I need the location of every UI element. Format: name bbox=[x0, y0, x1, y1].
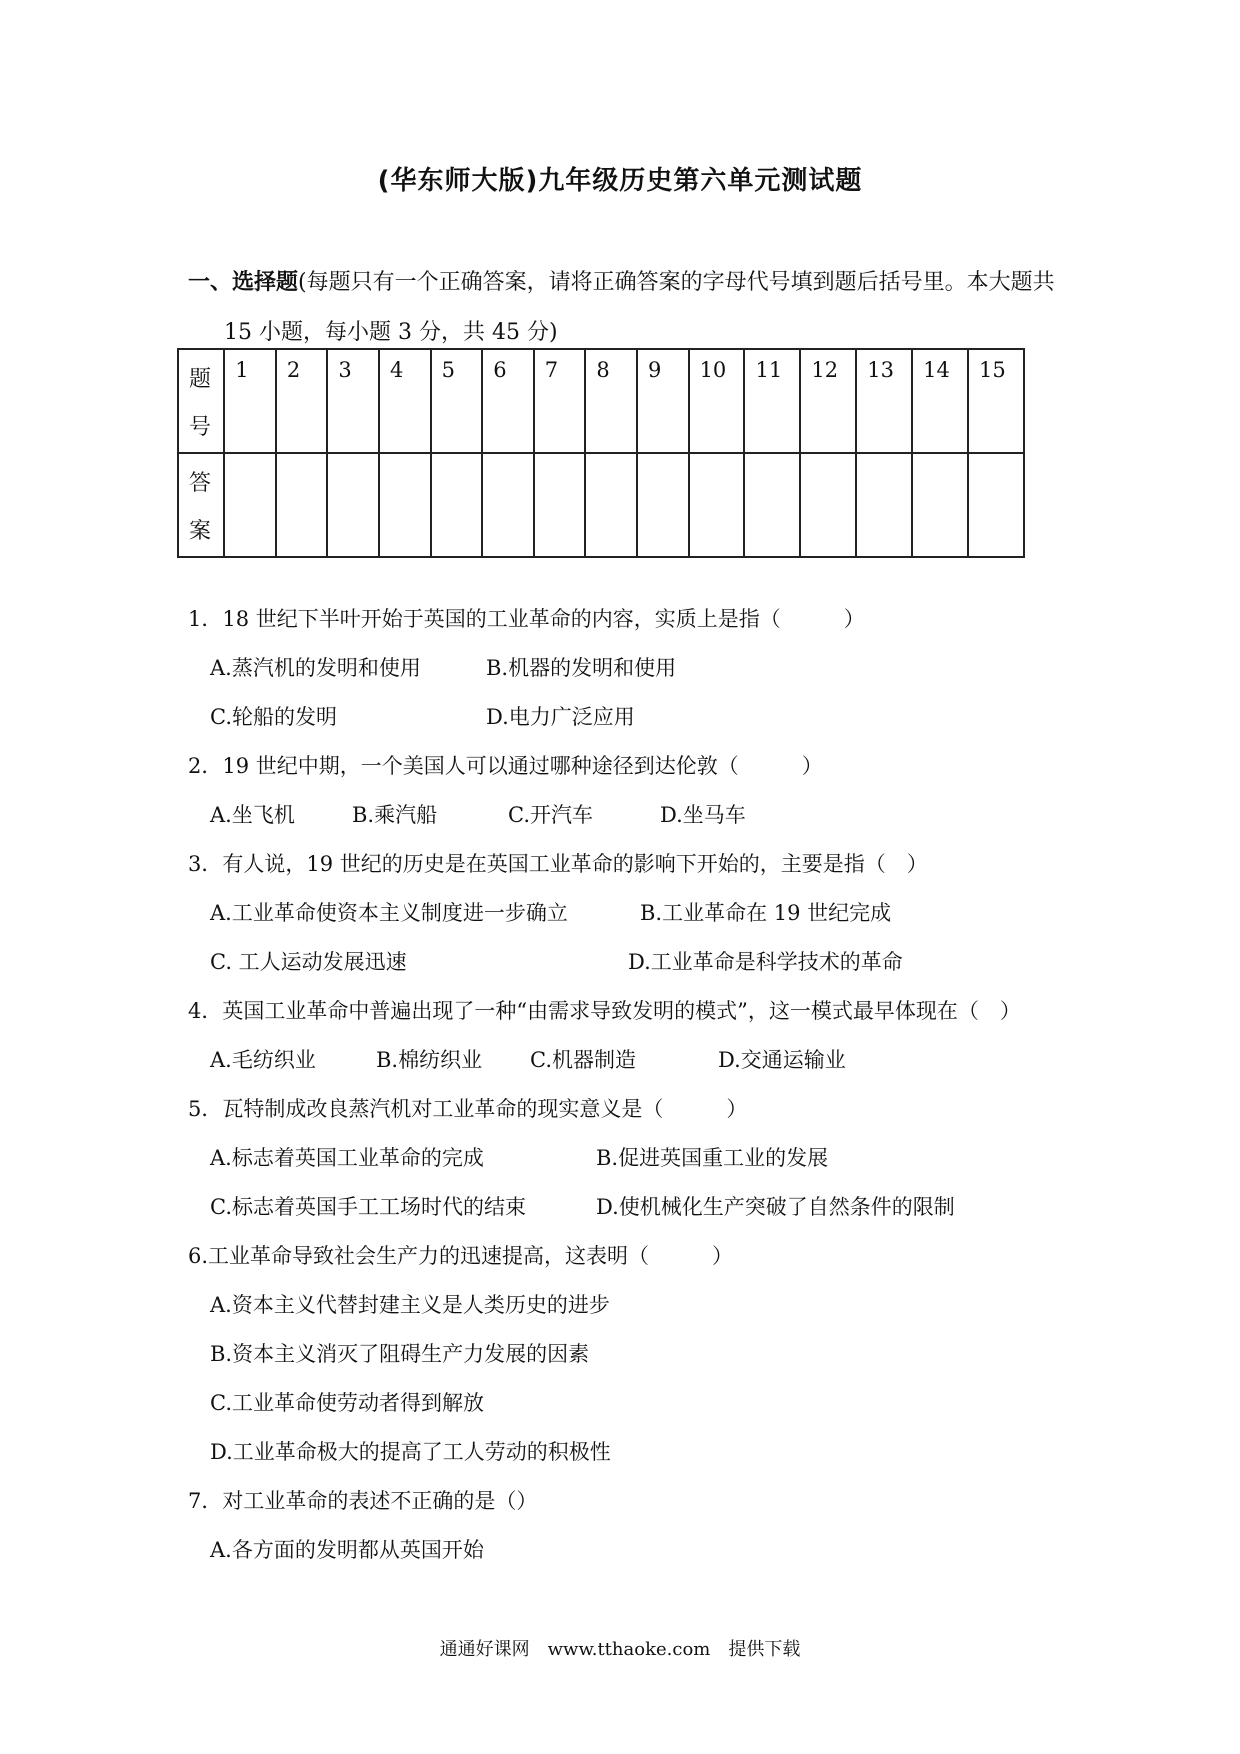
question-2-option-d: D.坐马车 bbox=[660, 803, 746, 827]
question-7-option-a: A.各方面的发明都从英国开始 bbox=[210, 1538, 484, 1562]
answer-cell[interactable] bbox=[637, 453, 689, 557]
question-number-cell: 4 bbox=[379, 349, 431, 453]
answer-cell[interactable] bbox=[379, 453, 431, 557]
question-number-cell: 10 bbox=[689, 349, 745, 453]
question-2-option-b: B.乘汽船 bbox=[352, 803, 438, 827]
question-7-stem: 7．对工业革命的表述不正确的是（） bbox=[188, 1489, 538, 1513]
answer-cell[interactable] bbox=[276, 453, 328, 557]
answer-cell[interactable] bbox=[534, 453, 586, 557]
section-description-2: 15 小题，每小题 3 分，共 45 分) bbox=[224, 320, 558, 345]
answer-table-answer-row bbox=[178, 453, 1024, 557]
question-number-cell: 1 bbox=[224, 349, 276, 453]
section-choice-header bbox=[188, 258, 1068, 358]
question-number-cell: 7 bbox=[534, 349, 586, 453]
answer-cell[interactable] bbox=[482, 453, 534, 557]
question-1-option-d: D.电力广泛应用 bbox=[486, 705, 635, 729]
question-3-option-a: A.工业革命使资本主义制度进一步确立 bbox=[210, 901, 568, 925]
question-number-cell: 15 bbox=[968, 349, 1024, 453]
question-3-stem: 3．有人说，19 世纪的历史是在英国工业革命的影响下开始的，主要是指（ ） bbox=[188, 852, 928, 876]
question-1-option-b: B.机器的发明和使用 bbox=[486, 656, 677, 680]
section-description-1: (每题只有一个正确答案，请将正确答案的字母代号填到题后括号里。本大题共 bbox=[298, 270, 1055, 295]
question-6-option-d: D.工业革命极大的提高了工人劳动的积极性 bbox=[210, 1440, 611, 1464]
question-number-cell: 13 bbox=[856, 349, 912, 453]
page-footer: 通通好课网 www.tthaoke.com 提供下载 bbox=[439, 1639, 801, 1660]
section-heading: 一、选择题 bbox=[188, 270, 299, 295]
answer-table bbox=[177, 348, 1025, 558]
answer-table-number-row bbox=[178, 349, 1024, 453]
question-number-cell: 3 bbox=[327, 349, 379, 453]
question-number-cell: 12 bbox=[800, 349, 856, 453]
question-5-option-a: A.标志着英国工业革命的完成 bbox=[210, 1146, 484, 1170]
question-5-option-c: C.标志着英国手工工场时代的结束 bbox=[210, 1195, 526, 1219]
answer-cell[interactable] bbox=[431, 453, 483, 557]
question-5-option-b: B.促进英国重工业的发展 bbox=[596, 1146, 829, 1170]
question-5-option-d: D.使机械化生产突破了自然条件的限制 bbox=[596, 1195, 955, 1219]
question-4-stem: 4．英国工业革命中普遍出现了一种“由需求导致发明的模式”，这一模式最早体现在（ ） bbox=[188, 999, 1021, 1023]
question-number-cell: 9 bbox=[637, 349, 689, 453]
answer-cell[interactable] bbox=[744, 453, 800, 557]
answer-cell[interactable] bbox=[689, 453, 745, 557]
answer-cell[interactable] bbox=[585, 453, 637, 557]
question-2-stem: 2．19 世纪中期，一个美国人可以通过哪种途径到达伦敦（ ） bbox=[188, 754, 823, 778]
question-3-option-d: D.工业革命是科学技术的革命 bbox=[628, 950, 903, 974]
question-1-option-c: C.轮船的发明 bbox=[210, 705, 337, 729]
question-4-option-d: D.交通运输业 bbox=[718, 1048, 846, 1072]
question-6-option-c: C.工业革命使劳动者得到解放 bbox=[210, 1391, 484, 1415]
answer-cell[interactable] bbox=[912, 453, 968, 557]
question-number-cell: 11 bbox=[744, 349, 800, 453]
answer-cell[interactable] bbox=[224, 453, 276, 557]
question-6-option-b: B.资本主义消灭了阻碍生产力发展的因素 bbox=[210, 1342, 590, 1366]
question-4-option-b: B.棉纺织业 bbox=[376, 1048, 483, 1072]
question-number-cell: 5 bbox=[431, 349, 483, 453]
row-label-answer bbox=[178, 453, 224, 557]
answer-cell[interactable] bbox=[800, 453, 856, 557]
row-label-char: 号 bbox=[189, 415, 212, 440]
question-6-stem: 6.工业革命导致社会生产力的迅速提高，这表明（ ） bbox=[188, 1244, 734, 1268]
question-number-cell: 6 bbox=[482, 349, 534, 453]
question-number-cell: 8 bbox=[585, 349, 637, 453]
row-label-number bbox=[178, 349, 224, 453]
question-6-option-a: A.资本主义代替封建主义是人类历史的进步 bbox=[210, 1293, 610, 1317]
question-1-option-a: A.蒸汽机的发明和使用 bbox=[210, 656, 421, 680]
row-label-char: 答 bbox=[189, 471, 212, 496]
answer-cell[interactable] bbox=[856, 453, 912, 557]
section-line-1 bbox=[188, 258, 1068, 308]
question-3-option-c: C. 工人运动发展迅速 bbox=[210, 950, 407, 974]
answer-cell[interactable] bbox=[327, 453, 379, 557]
question-number-cell: 14 bbox=[912, 349, 968, 453]
question-3-option-b: B.工业革命在 19 世纪完成 bbox=[640, 901, 892, 925]
row-label-char: 案 bbox=[189, 519, 212, 544]
question-2-option-c: C.开汽车 bbox=[508, 803, 593, 827]
question-2-option-a: A.坐飞机 bbox=[210, 803, 295, 827]
question-4-option-c: C.机器制造 bbox=[530, 1048, 636, 1072]
question-number-cell: 2 bbox=[276, 349, 328, 453]
question-1-stem: 1．18 世纪下半叶开始于英国的工业革命的内容，实质上是指（ ） bbox=[188, 607, 865, 631]
question-5-stem: 5．瓦特制成改良蒸汽机对工业革命的现实意义是（ ） bbox=[188, 1097, 748, 1121]
answer-cell[interactable] bbox=[968, 453, 1024, 557]
row-label-char: 题 bbox=[189, 367, 212, 392]
question-4-option-a: A.毛纺织业 bbox=[210, 1048, 316, 1072]
page-title: (华东师大版)九年级历史第六单元测试题 bbox=[377, 166, 863, 196]
